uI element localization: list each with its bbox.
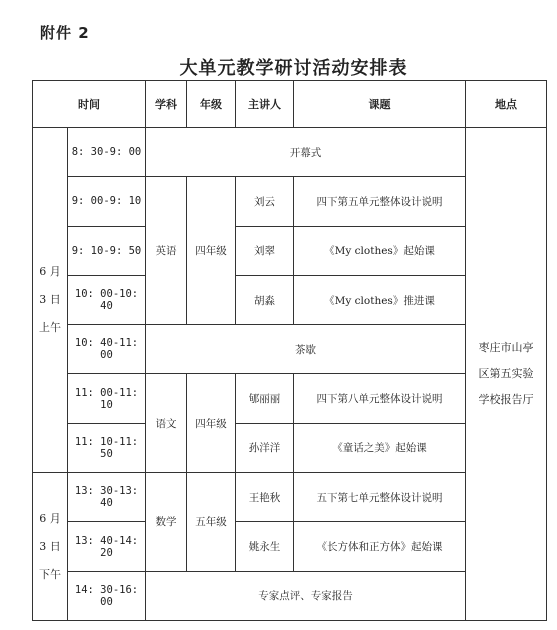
topic-cell: 五下第七单元整体设计说明	[294, 473, 466, 522]
page-title: 大单元教学研讨活动安排表	[179, 58, 408, 79]
time-cell: 11: 10-11: 50	[68, 423, 146, 472]
date-line: 6 月	[39, 265, 61, 279]
location-cell	[466, 128, 547, 621]
topic-cell: 四下第八单元整体设计说明	[294, 374, 466, 423]
table-header-row	[33, 81, 547, 128]
time-cell: 14: 30-16: 00	[68, 571, 146, 620]
header-speaker: 主讲人	[236, 81, 294, 128]
time-cell: 8: 30-9: 00	[68, 128, 146, 177]
time-cell: 13: 30-13: 40	[68, 473, 146, 522]
speaker-cell: 王艳秋	[236, 473, 294, 522]
location-line: 枣庄市山亭	[478, 340, 534, 354]
date-morning	[33, 128, 68, 473]
date-line: 3 日	[39, 539, 61, 553]
subject-cell: 数学	[146, 473, 187, 572]
time-cell: 10: 40-11: 00	[68, 325, 146, 374]
topic-cell: 开幕式	[146, 128, 466, 177]
location-line: 区第五实验	[478, 366, 534, 380]
date-line: 6 月	[39, 511, 61, 525]
header-grade: 年级	[187, 81, 236, 128]
topic-cell: 专家点评、专家报告	[146, 571, 466, 620]
topic-cell: 茶歇	[146, 325, 466, 374]
topic-cell: 《童话之美》起始课	[294, 423, 466, 472]
date-line: 下午	[39, 567, 61, 581]
header-subject: 学科	[146, 81, 187, 128]
time-cell: 10: 00-10: 40	[68, 275, 146, 324]
date-line: 上午	[39, 321, 61, 335]
location-line: 学校报告厅	[478, 392, 534, 406]
time-cell: 9: 00-9: 10	[68, 177, 146, 226]
date-line: 3 日	[39, 293, 61, 307]
table-row	[33, 128, 547, 177]
speaker-cell: 刘云	[236, 177, 294, 226]
speaker-cell: 胡淼	[236, 275, 294, 324]
topic-cell: 《长方体和正方体》起始课	[294, 522, 466, 571]
time-cell: 13: 40-14: 20	[68, 522, 146, 571]
speaker-cell: 郇丽丽	[236, 374, 294, 423]
topic-cell: 四下第五单元整体设计说明	[294, 177, 466, 226]
attachment-label: 附件 2	[40, 24, 90, 42]
date-afternoon	[33, 473, 68, 621]
time-cell: 9: 10-9: 50	[68, 226, 146, 275]
time-cell: 11: 00-11: 10	[68, 374, 146, 423]
grade-cell: 四年级	[187, 374, 236, 473]
speaker-cell: 姚永生	[236, 522, 294, 571]
speaker-cell: 刘翠	[236, 226, 294, 275]
header-topic: 课题	[294, 81, 466, 128]
subject-cell: 英语	[146, 177, 187, 325]
topic-cell: 《My clothes》推进课	[294, 275, 466, 324]
subject-cell: 语文	[146, 374, 187, 473]
speaker-cell: 孙洋洋	[236, 423, 294, 472]
grade-cell: 四年级	[187, 177, 236, 325]
schedule-table	[32, 80, 547, 621]
header-location: 地点	[466, 81, 547, 128]
header-time: 时间	[33, 81, 146, 128]
topic-cell: 《My clothes》起始课	[294, 226, 466, 275]
grade-cell: 五年级	[187, 473, 236, 572]
